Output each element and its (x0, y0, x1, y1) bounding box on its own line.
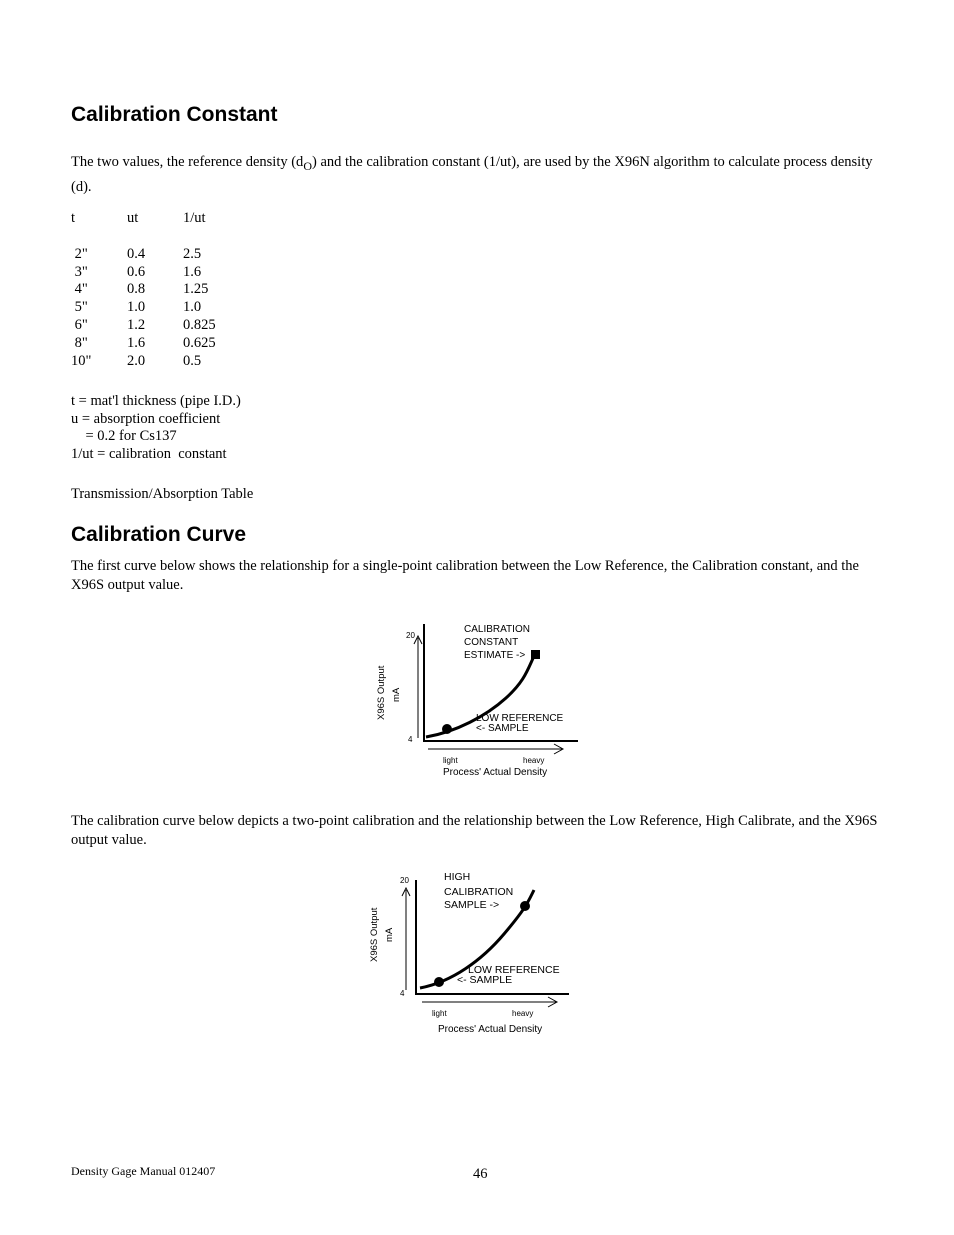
y-bottom-label: 4 (400, 989, 405, 998)
footer-manual-title: Density Gage Manual 012407 (71, 1164, 216, 1178)
x-axis-title: Process' Actual Density (443, 767, 548, 778)
table-row (71, 335, 243, 353)
low-reference-point (442, 724, 452, 734)
y-axis-title: X96S Output (369, 907, 380, 962)
table-cell: 0.8 (127, 281, 146, 298)
table-cell: 0.625 (183, 334, 216, 351)
low-annotation-line: LOW REFERENCE (468, 964, 560, 976)
high-calibration-point (520, 901, 530, 911)
low-annotation-line: LOW REFERENCE (476, 713, 564, 724)
table-row (71, 246, 243, 264)
y-axis-title: X96S Output (376, 665, 387, 720)
x-left-label: light (443, 756, 458, 765)
table-row (71, 281, 243, 299)
table-cell: 6" (71, 316, 88, 333)
table-row (71, 264, 243, 282)
table-header-cell: 1/ut (183, 210, 206, 226)
table-cell: 1.25 (183, 281, 209, 298)
note-line: t = mat'l thickness (pipe I.D.) (71, 393, 241, 409)
intro-paragraph (71, 152, 891, 198)
note-line: u = absorption coefficient (71, 410, 221, 427)
page-number: 46 (473, 1166, 488, 1182)
table-notes (71, 393, 241, 463)
curve-paragraph-2: The calibration curve below depicts a two-point calibration and the relationship between the Low Reference, High Calibrate, and the X96S output value. (71, 813, 878, 848)
low-reference-point (434, 977, 444, 987)
low-annotation-line: <- SAMPLE (476, 723, 529, 734)
figure-two-point-calibration (362, 868, 582, 1038)
top-annotation-line: ESTIMATE -> (464, 650, 526, 661)
y-top-label: 20 (406, 631, 415, 640)
table-cell: 0.5 (183, 352, 202, 369)
calibration-estimate-point (531, 650, 540, 659)
figure-1-svg (366, 616, 586, 782)
top-annotation-line: CALIBRATION (464, 624, 530, 635)
table-cell: 3" (71, 263, 88, 280)
note-line: = 0.2 for Cs137 (71, 428, 177, 444)
table-row (71, 353, 243, 371)
x-left-label: light (432, 1009, 447, 1018)
x-axis-title: Process' Actual Density (438, 1024, 543, 1035)
x-right-label: heavy (523, 756, 545, 765)
table-cell: 1.0 (127, 299, 146, 316)
table-cell: 2" (71, 245, 88, 262)
x-right-label: heavy (512, 1009, 534, 1018)
table-cell: 2.0 (127, 352, 146, 369)
note-line: 1/ut = calibration constant (71, 445, 227, 462)
top-annotation-line: SAMPLE -> (444, 899, 500, 911)
table-caption: Transmission/Absorption Table (71, 486, 254, 502)
intro-subscript: O (303, 158, 312, 173)
top-annotation-line: CONSTANT (464, 637, 519, 648)
table-cell: 0.4 (127, 245, 146, 262)
table-cell: 10" (71, 352, 92, 369)
table-cell: 5" (71, 299, 88, 316)
transmission-table (71, 210, 243, 370)
table-cell: 0.825 (183, 316, 216, 333)
figure-single-point-calibration (366, 616, 586, 782)
table-cell: 1.2 (127, 316, 146, 333)
top-annotation-line: HIGH (444, 871, 471, 883)
table-cell: 4" (71, 281, 88, 298)
curve-paragraph-1: The first curve below shows the relationship for a single-point calibration between the Low Reference, the Calibration constant, and the X96S output value. (71, 558, 859, 593)
table-cell: 1.6 (127, 334, 146, 351)
top-annotation-line: CALIBRATION (444, 886, 514, 898)
table-row (71, 317, 243, 335)
table-cell: 1.0 (183, 299, 202, 316)
y-axis-unit: mA (384, 927, 395, 942)
table-cell: 1.6 (183, 263, 202, 280)
figure-2-svg (362, 868, 582, 1038)
table-cell: 2.5 (183, 245, 202, 262)
section-title-calibration-curve: Calibration Curve (71, 523, 247, 546)
table-header-cell: ut (127, 210, 139, 226)
y-top-label: 20 (400, 876, 409, 885)
section-title-calibration-constant: Calibration Constant (71, 103, 278, 126)
y-bottom-label: 4 (408, 735, 413, 744)
intro-text-before: The two values, the reference density (d (71, 154, 304, 170)
table-cell: 0.6 (127, 263, 146, 280)
table-header-cell: t (71, 210, 76, 226)
intro-text-after: ) and the calibration constant (1/ut), are used by the X96N algorithm to calculate process density (d). (71, 154, 873, 195)
table-header-row (71, 210, 243, 228)
table-row (71, 299, 243, 317)
y-axis-unit: mA (391, 687, 402, 702)
table-cell: 8" (71, 334, 88, 351)
low-annotation-line: <- SAMPLE (457, 974, 513, 986)
